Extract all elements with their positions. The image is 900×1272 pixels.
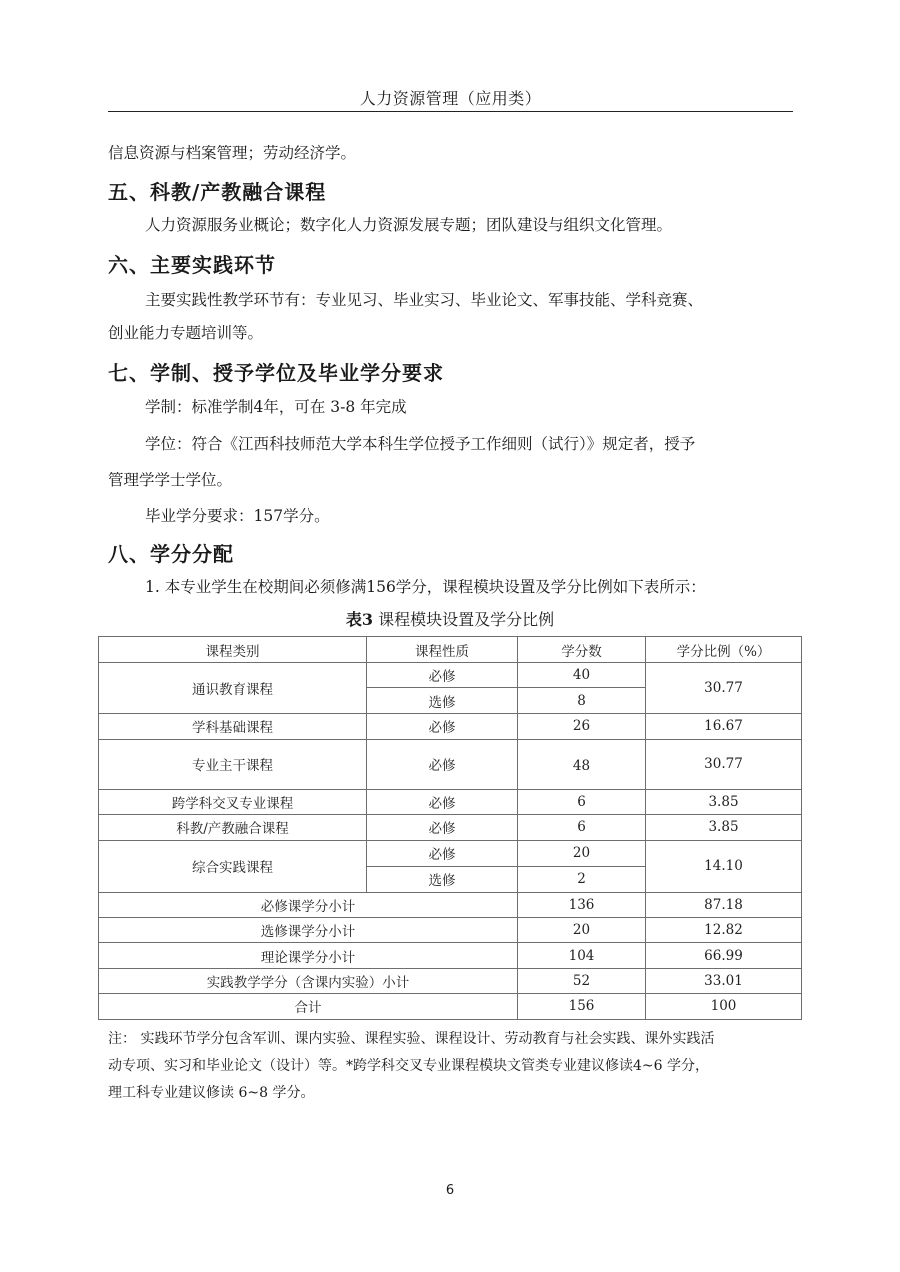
degree-text-line1: 学位：符合《江西科技师范大学本科生学位授予工作细则（试行）》规定者，授予	[145, 435, 696, 453]
table-row	[99, 789, 802, 814]
credits-cell: 6	[518, 815, 646, 840]
study-duration-text: 学制：标准学制4年，可在 3-8 年完成	[145, 398, 407, 416]
header-rule	[108, 111, 793, 112]
nature-cell: 必修	[367, 840, 518, 866]
header-cell: 课程性质	[367, 637, 518, 663]
continuation-text: 信息资源与档案管理；劳动经济学。	[108, 144, 357, 162]
summary-row	[99, 892, 802, 917]
note-line: 理工科专业建议修读 6~8 学分。	[108, 1085, 315, 1101]
summary-label-cell: 实践教学学分（含课内实验）小计	[99, 968, 518, 993]
section-heading-7: 七、学制、授予学位及毕业学分要求	[108, 361, 444, 385]
credits-cell: 104	[518, 943, 646, 968]
ratio-cell: 100	[646, 994, 802, 1019]
header-cell: 学分数	[518, 637, 646, 663]
category-cell: 跨学科交叉专业课程	[99, 789, 367, 814]
category-cell: 科教/产教融合课程	[99, 815, 367, 840]
credits-cell: 6	[518, 789, 646, 814]
summary-label-cell: 理论课学分小计	[99, 943, 518, 968]
section-heading-8: 八、学分分配	[108, 542, 234, 566]
ratio-cell: 66.99	[646, 943, 802, 968]
ratio-cell: 30.77	[646, 739, 802, 789]
summary-row	[99, 917, 802, 942]
degree-text-line2: 管理学学士学位。	[108, 471, 233, 489]
table-caption-number: 表3	[345, 610, 374, 629]
credits-table	[98, 636, 802, 1020]
category-cell: 专业主干课程	[99, 739, 367, 789]
ratio-cell: 14.10	[646, 840, 802, 892]
table-row	[99, 840, 802, 866]
table-row	[99, 713, 802, 739]
ratio-cell: 30.77	[646, 663, 802, 714]
summary-label-cell: 选修课学分小计	[99, 917, 518, 942]
section-6-paragraph-line1: 主要实践性教学环节有：专业见习、毕业实习、毕业论文、军事技能、学科竞赛、	[145, 291, 704, 309]
section-8-paragraph: 1. 本专业学生在校期间必须修满156学分，课程模块设置及学分比例如下表所示：	[145, 578, 706, 596]
credits-cell: 20	[518, 917, 646, 942]
ratio-cell: 3.85	[646, 789, 802, 814]
note-line: 动专项、实习和毕业论文（设计）等。*跨学科交叉专业课程模块文管类专业建议修读4~6 学分，	[108, 1058, 709, 1074]
table-row	[99, 739, 802, 789]
page-header: 人力资源管理（应用类）	[359, 89, 542, 108]
nature-cell: 必修	[367, 789, 518, 814]
category-cell: 通识教育课程	[99, 663, 367, 714]
graduation-credits-text: 毕业学分要求：157学分。	[145, 507, 330, 525]
summary-row	[99, 968, 802, 993]
nature-cell: 必修	[367, 815, 518, 840]
table-note	[108, 1026, 808, 1107]
section-6-paragraph-line2: 创业能力专题培训等。	[108, 324, 264, 342]
total-row	[99, 994, 802, 1019]
credits-cell: 8	[518, 688, 646, 713]
nature-cell: 必修	[367, 739, 518, 789]
table-row	[99, 663, 802, 688]
ratio-cell: 3.85	[646, 815, 802, 840]
credits-cell: 40	[518, 663, 646, 688]
section-heading-5: 五、科教/产教融合课程	[108, 180, 327, 204]
summary-label-cell: 必修课学分小计	[99, 892, 518, 917]
category-cell: 综合实践课程	[99, 840, 367, 892]
header-cell: 课程类别	[99, 637, 367, 663]
summary-row	[99, 943, 802, 968]
credits-cell: 20	[518, 840, 646, 866]
table-header-row	[99, 637, 802, 663]
section-heading-6: 六、主要实践环节	[108, 253, 276, 277]
nature-cell: 必修	[367, 663, 518, 688]
nature-cell: 选修	[367, 688, 518, 713]
credits-cell: 156	[518, 994, 646, 1019]
nature-cell: 必修	[367, 713, 518, 739]
credits-cell: 2	[518, 866, 646, 892]
summary-label-cell: 合计	[99, 994, 518, 1019]
table-row	[99, 815, 802, 840]
ratio-cell: 12.82	[646, 917, 802, 942]
header-cell: 学分比例（%）	[646, 637, 802, 663]
nature-cell: 选修	[367, 866, 518, 892]
credits-cell: 48	[518, 739, 646, 789]
ratio-cell: 87.18	[646, 892, 802, 917]
credits-cell: 26	[518, 713, 646, 739]
section-5-paragraph: 人力资源服务业概论；数字化人力资源发展专题；团队建设与组织文化管理。	[145, 216, 673, 234]
ratio-cell: 16.67	[646, 713, 802, 739]
category-cell: 学科基础课程	[99, 713, 367, 739]
table-caption	[0, 607, 900, 630]
note-line: 注： 实践环节学分包含军训、课内实验、课程实验、课程设计、劳动教育与社会实践、课外实践活	[108, 1031, 715, 1047]
table-caption-text: 课程模块设置及学分比例	[373, 610, 555, 629]
credits-cell: 52	[518, 968, 646, 993]
ratio-cell: 33.01	[646, 968, 802, 993]
page-number: 6	[445, 1183, 455, 1198]
credits-cell: 136	[518, 892, 646, 917]
